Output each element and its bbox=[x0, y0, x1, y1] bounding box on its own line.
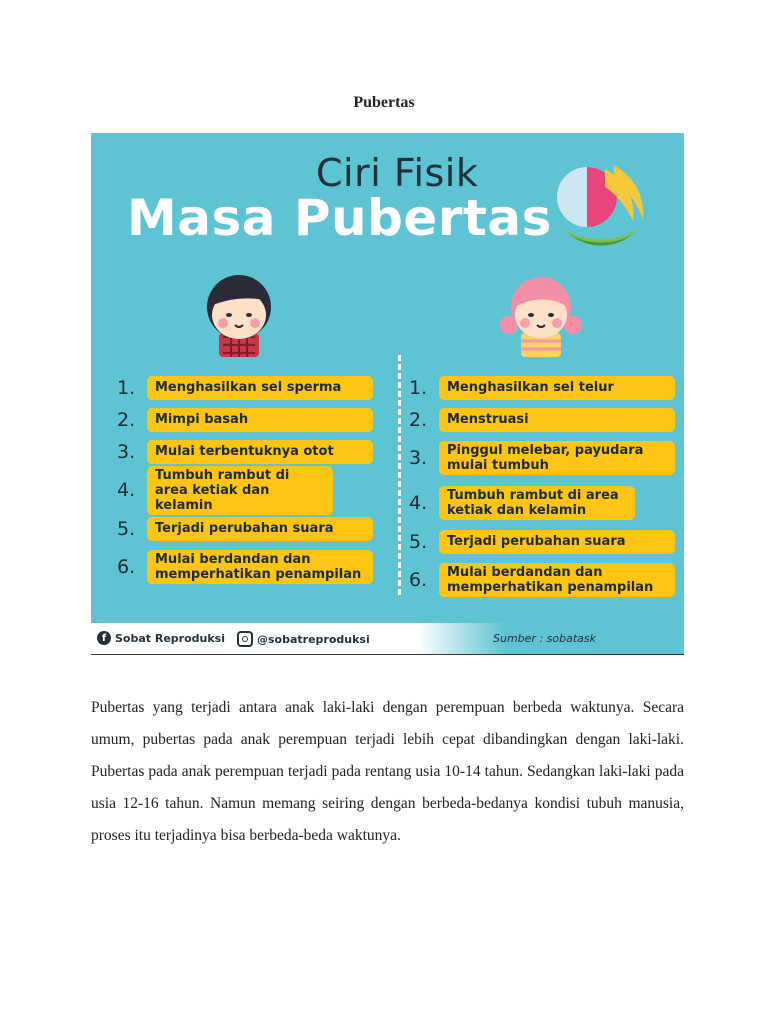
facebook-icon: f bbox=[97, 631, 111, 645]
item-number: 4. bbox=[117, 479, 136, 501]
list-item bbox=[409, 375, 681, 400]
facebook-credit bbox=[97, 631, 225, 645]
list-item bbox=[117, 407, 387, 432]
item-text: Terjadi perubahan suara bbox=[147, 517, 373, 541]
item-text: Menghasilkan sel sperma bbox=[147, 376, 373, 400]
infographic-title: Masa Pubertas bbox=[127, 189, 552, 247]
instagram-credit bbox=[237, 631, 370, 647]
item-text: Tumbuh rambut di area ketiak dan kelamin bbox=[147, 466, 333, 515]
item-number: 4. bbox=[409, 492, 428, 514]
item-number: 5. bbox=[409, 530, 428, 553]
image-bottom-border bbox=[91, 654, 684, 655]
item-text: Terjadi perubahan suara bbox=[439, 530, 675, 554]
list-item bbox=[117, 375, 387, 400]
item-number: 6. bbox=[409, 569, 428, 591]
source-credit: Sumber : sobatask bbox=[493, 632, 596, 645]
girl-traits-list bbox=[409, 375, 681, 606]
list-item bbox=[409, 407, 681, 432]
item-number: 1. bbox=[117, 376, 136, 399]
item-number: 1. bbox=[409, 376, 428, 399]
column-divider bbox=[398, 355, 401, 595]
item-number: 2. bbox=[117, 408, 136, 431]
organization-logo-icon bbox=[553, 159, 649, 249]
list-item bbox=[117, 439, 387, 464]
list-item bbox=[409, 439, 681, 477]
item-text: Tumbuh rambut di area ketiak dan kelamin bbox=[439, 486, 635, 520]
item-number: 3. bbox=[117, 440, 136, 463]
list-item bbox=[409, 484, 681, 522]
instagram-label: @sobatreproduksi bbox=[257, 632, 370, 646]
item-text: Menstruasi bbox=[439, 408, 675, 432]
item-number: 2. bbox=[409, 408, 428, 431]
item-text: Mulai berdandan dan memperhatikan penampilan bbox=[439, 563, 675, 597]
infographic-subtitle: Ciri Fisik bbox=[316, 151, 479, 195]
item-number: 3. bbox=[409, 447, 428, 469]
list-item bbox=[409, 529, 681, 554]
document-title: Pubertas bbox=[353, 94, 415, 111]
list-item bbox=[117, 548, 387, 586]
facebook-label: Sobat Reproduksi bbox=[115, 631, 225, 645]
item-number: 6. bbox=[117, 556, 136, 578]
instagram-icon bbox=[237, 631, 253, 647]
list-item bbox=[117, 467, 387, 513]
item-text: Mulai berdandan dan memperhatikan penampilan bbox=[147, 550, 373, 584]
puberty-infographic bbox=[91, 133, 684, 655]
item-number: 5. bbox=[117, 517, 136, 540]
boy-illustration-icon bbox=[193, 267, 285, 359]
body-paragraph: Pubertas yang terjadi antara anak laki-laki dengan perempuan berbeda waktunya. Secara umum, pubertas pada anak perempuan terjadi lebih cepat dibandingkan dengan laki-laki. Pubertas pada anak perempuan terjadi pada rentang usia 10-14 tahun. Sedangkan laki-laki pada usia 12-16 tahun. Namun memang seiring dengan berbeda-bedanya kondisi tubuh manusia, proses itu terjadinya bisa berbeda-beda waktunya. bbox=[91, 699, 684, 844]
infographic-footer bbox=[91, 623, 684, 655]
item-text: Menghasilkan sel telur bbox=[439, 376, 675, 400]
item-text: Mimpi basah bbox=[147, 408, 373, 432]
girl-illustration-icon bbox=[495, 267, 587, 359]
list-item bbox=[409, 561, 681, 599]
list-item bbox=[117, 516, 387, 541]
boy-traits-list bbox=[117, 375, 387, 593]
item-text: Pinggul melebar, payudara mulai tumbuh bbox=[439, 441, 675, 475]
item-text: Mulai terbentuknya otot bbox=[147, 440, 373, 464]
